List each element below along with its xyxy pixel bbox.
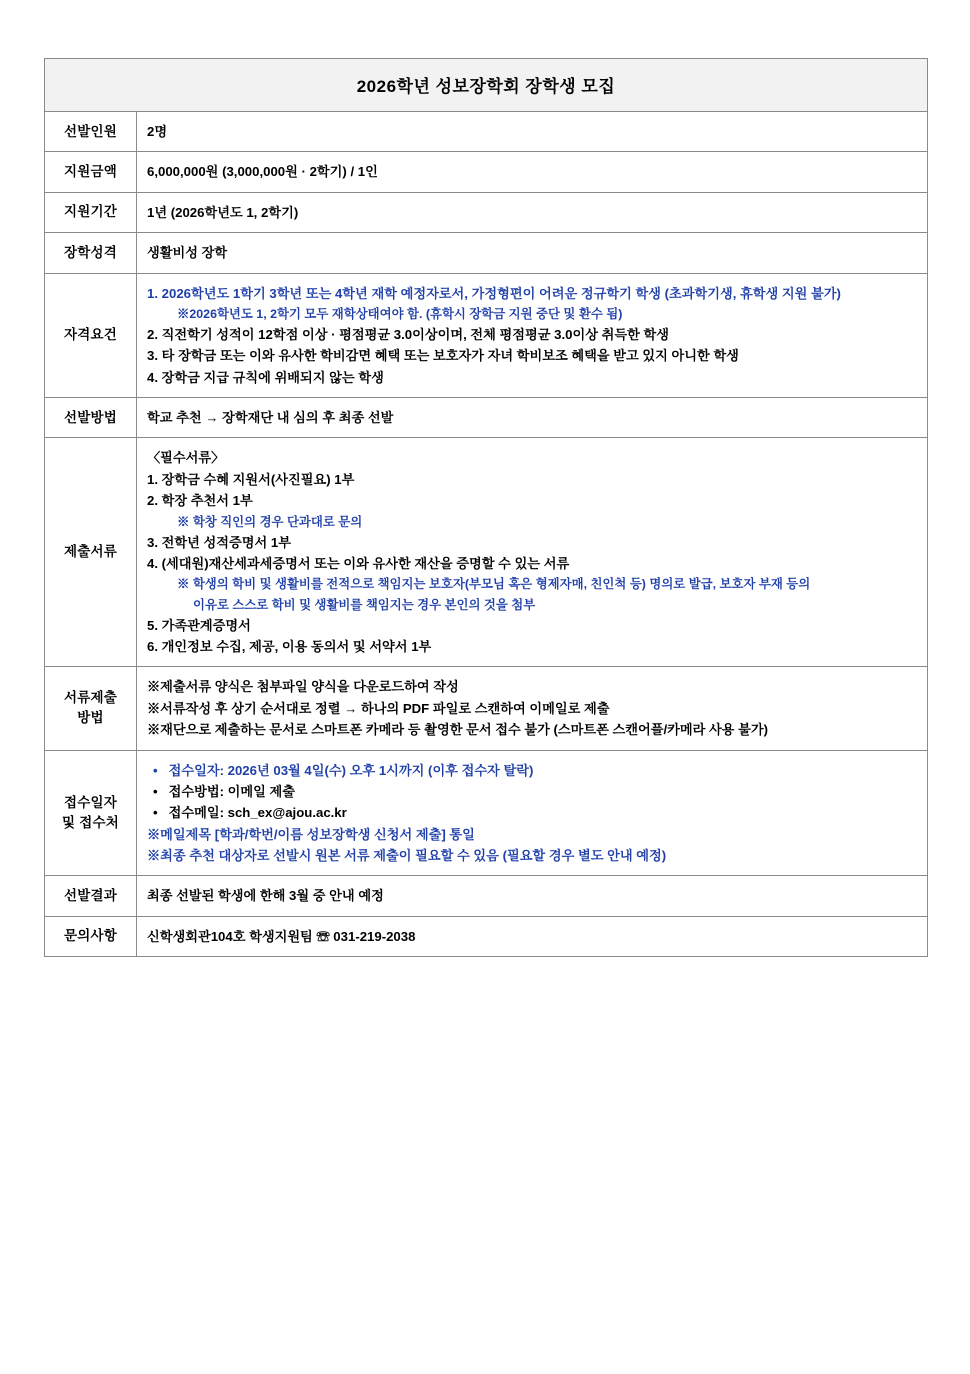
row-value bbox=[137, 398, 928, 438]
row-label: 장학성격 bbox=[45, 233, 137, 273]
table-row bbox=[45, 438, 928, 667]
row-value-line: ※제출서류 양식은 첨부파일 양식을 다운로드하여 작성 bbox=[147, 679, 459, 695]
row-value-line: 신학생회관104호 학생지원팀 ☏ 031-219-2038 bbox=[147, 928, 416, 944]
table-row bbox=[45, 398, 928, 438]
table-row bbox=[45, 916, 928, 956]
row-value-line: ※서류작성 후 상기 순서대로 정렬 → 하나의 PDF 파일로 스캔하여 이메일로 제출 bbox=[147, 700, 610, 716]
row-value bbox=[137, 152, 928, 192]
row-value bbox=[137, 112, 928, 152]
row-value-line: 생활비성 장학 bbox=[147, 245, 228, 261]
row-value bbox=[137, 233, 928, 273]
row-label: 지원금액 bbox=[45, 152, 137, 192]
row-value-line: • 접수일자: 2026년 03월 4일(수) 오후 1시까지 (이후 접수자 탈락) bbox=[153, 762, 534, 778]
row-value-line: ※메일제목 [학과/학번/이름 성보장학생 신청서 제출] 통일 bbox=[147, 826, 475, 842]
row-value-line: ※최종 추천 대상자로 선발시 원본 서류 제출이 필요할 수 있음 (필요할 경우 별도 안내 예정) bbox=[147, 848, 667, 863]
table-body bbox=[45, 59, 928, 112]
row-value-line: 3. 타 장학금 또는 이와 유사한 학비감면 혜택 또는 보호자가 자녀 학비보조 혜택을 받고 있지 아니한 학생 bbox=[147, 348, 739, 364]
row-value bbox=[137, 667, 928, 750]
table-row bbox=[45, 876, 928, 916]
table-row bbox=[45, 667, 928, 750]
page-title: 2026학년 성보장학회 장학생 모집 bbox=[45, 59, 928, 112]
row-label: 선발결과 bbox=[45, 876, 137, 916]
row-value-line: ※2026학년도 1, 2학기 모두 재학상태여야 함. (휴학시 장학금 지원 중단 및 환수 됨) bbox=[177, 306, 623, 321]
row-label: 선발방법 bbox=[45, 398, 137, 438]
row-label: 자격요건 bbox=[45, 273, 137, 398]
table-row bbox=[45, 273, 928, 398]
row-value-line: 〈필수서류〉 bbox=[147, 450, 225, 466]
row-value-line: 1. 장학금 수혜 지원서(사진필요) 1부 bbox=[147, 471, 355, 487]
table-row bbox=[45, 750, 928, 876]
row-value bbox=[137, 192, 928, 232]
row-label: 지원기간 bbox=[45, 192, 137, 232]
row-value bbox=[137, 750, 928, 876]
row-label: 선발인원 bbox=[45, 112, 137, 152]
row-value-line: 5. 가족관계증명서 bbox=[147, 617, 251, 633]
table-row-title bbox=[45, 59, 928, 112]
row-value-line: 6,000,000원 (3,000,000원 · 2학기) / 1인 bbox=[147, 164, 378, 180]
row-value-line: 이유로 스스로 학비 및 생활비를 책임지는 경우 본인의 것을 첨부 bbox=[193, 597, 536, 612]
row-label: 제출서류 bbox=[45, 438, 137, 667]
row-value-line: ※ 학창 직인의 경우 단과대로 문의 bbox=[177, 514, 363, 529]
row-label: 접수일자 및 접수처 bbox=[45, 750, 137, 876]
row-label: 서류제출 방법 bbox=[45, 667, 137, 750]
row-value-line: • 접수방법: 이메일 제출 bbox=[153, 783, 295, 799]
row-label: 문의사항 bbox=[45, 916, 137, 956]
row-value bbox=[137, 438, 928, 667]
row-value-line: ※재단으로 제출하는 문서로 스마트폰 카메라 등 촬영한 문서 접수 불가 (스마트폰 스캔어플/카메라 사용 불가) bbox=[147, 722, 769, 738]
row-value-line: 2. 직전학기 성적이 12학점 이상 · 평점평균 3.0이상이며, 전체 평점평균 3.0이상 취득한 학생 bbox=[147, 326, 670, 342]
row-value-line: 3. 전학년 성적증명서 1부 bbox=[147, 534, 291, 550]
row-value-line: 1. 2026학년도 1학기 3학년 또는 4학년 재학 예정자로서, 가정형편이 어려운 정규학기 학생 (초과학기생, 휴학생 지원 불가) bbox=[147, 285, 841, 301]
row-value-line: 4. (세대원)재산세과세증명서 또는 이와 유사한 재산을 증명할 수 있는 서류 bbox=[147, 556, 570, 572]
row-value bbox=[137, 273, 928, 398]
row-value-line: • 접수메일: sch_ex@ajou.ac.kr bbox=[153, 805, 347, 821]
table-row bbox=[45, 233, 928, 273]
table-row bbox=[45, 192, 928, 232]
scholarship-notice-table bbox=[44, 58, 928, 957]
table-row bbox=[45, 112, 928, 152]
row-value-line: 2명 bbox=[147, 124, 168, 139]
row-value-line: 2. 학장 추천서 1부 bbox=[147, 493, 253, 509]
row-value-line: ※ 학생의 학비 및 생활비를 전적으로 책임지는 보호자(부모님 혹은 형제자매, 친인척 등) 명의로 발급, 보호자 부재 등의 bbox=[177, 577, 811, 592]
row-value-line: 학교 추천 → 장학재단 내 심의 후 최종 선발 bbox=[147, 410, 394, 426]
table-row bbox=[45, 152, 928, 192]
table-rows-container bbox=[45, 112, 928, 957]
row-value-line: 1년 (2026학년도 1, 2학기) bbox=[147, 204, 299, 220]
row-value bbox=[137, 876, 928, 916]
row-value-line: 4. 장학금 지급 규칙에 위배되지 않는 학생 bbox=[147, 369, 384, 385]
row-value-line: 최종 선발된 학생에 한해 3월 중 안내 예정 bbox=[147, 888, 384, 904]
row-value bbox=[137, 916, 928, 956]
row-value-line: 6. 개인정보 수집, 제공, 이용 동의서 및 서약서 1부 bbox=[147, 639, 432, 654]
